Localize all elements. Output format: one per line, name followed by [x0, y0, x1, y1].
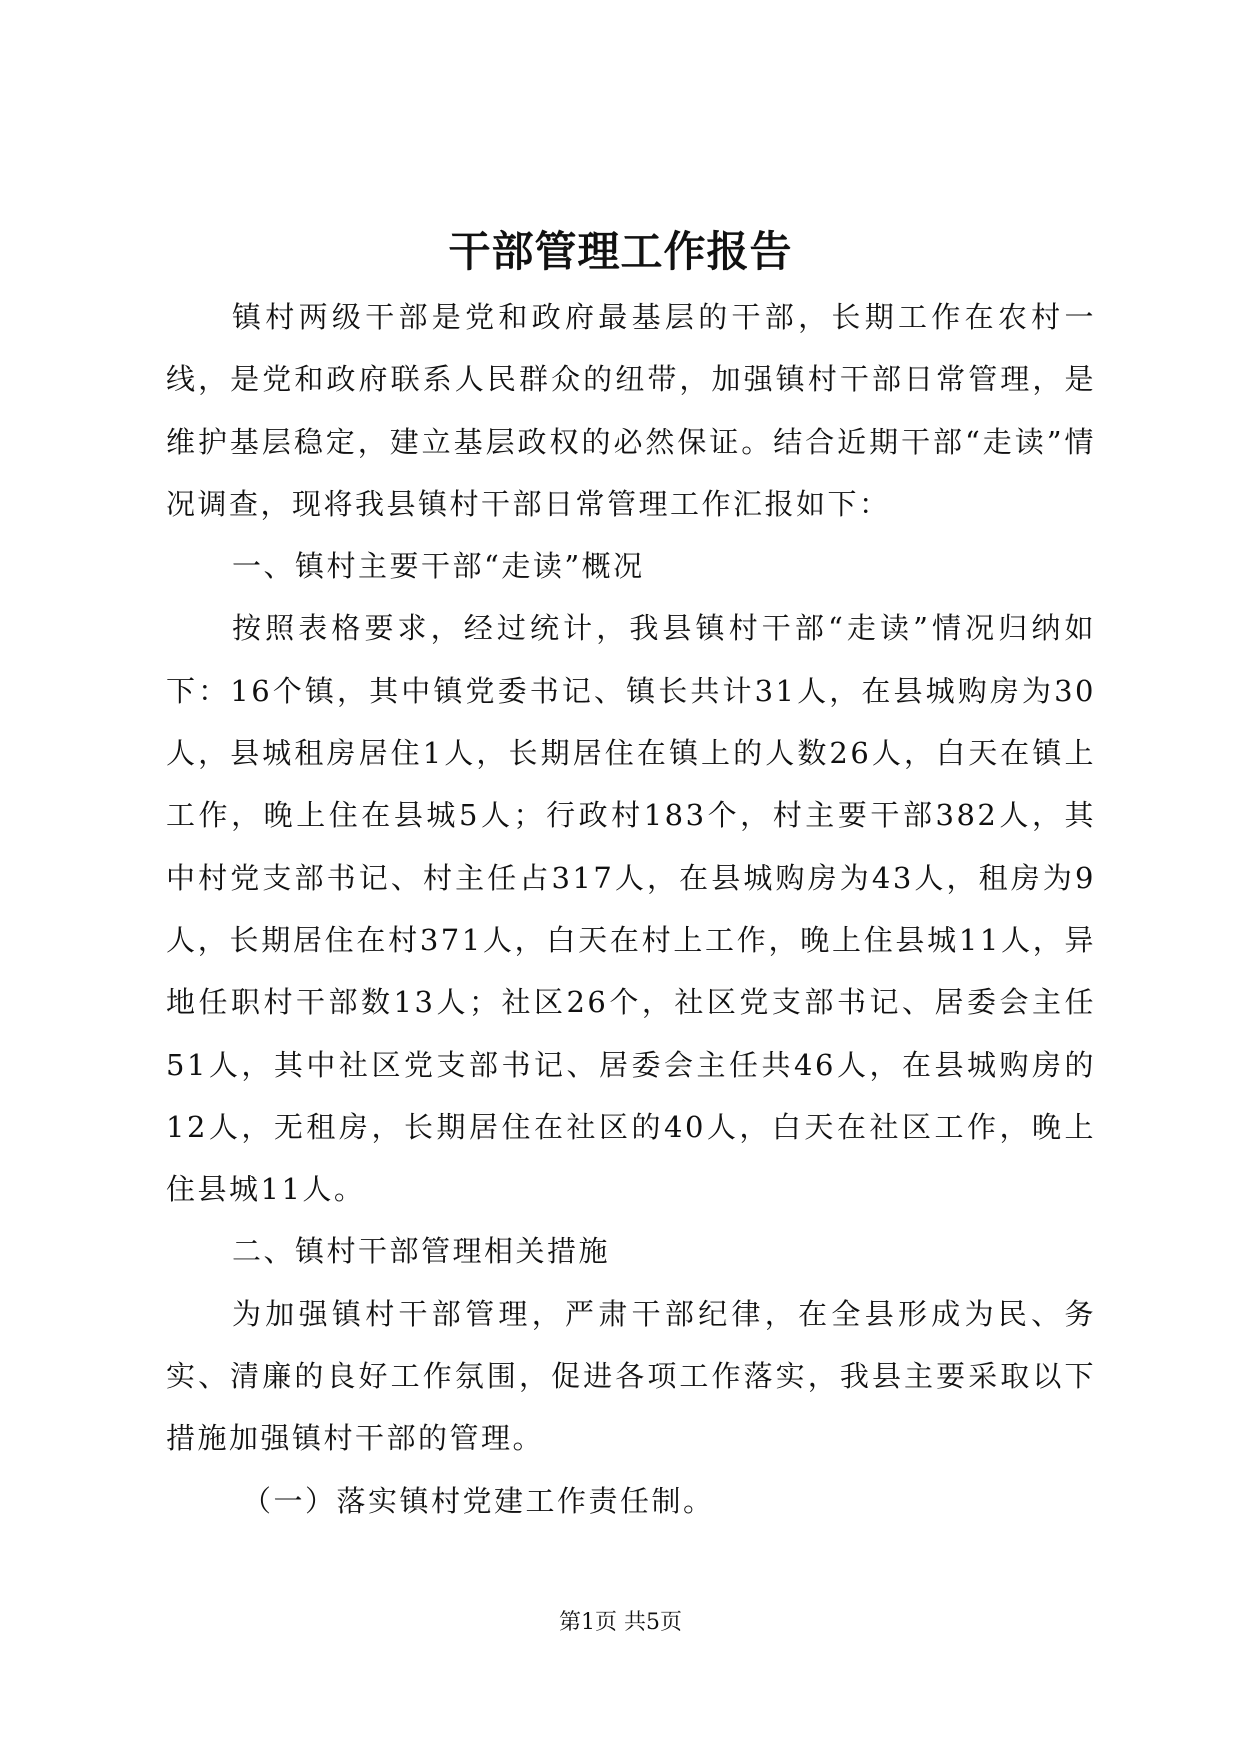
document-title: 干部管理工作报告 — [448, 227, 793, 276]
page-number-footer: 第1页 共5页 — [559, 1610, 682, 1635]
section-heading-2: 二、镇村干部管理相关措施 — [232, 1234, 611, 1269]
statistics-paragraph: 按照表格要求，经过统计，我县镇村干部“走读”情况归纳如下：16个镇，其中镇党委书记、镇长共计31人，在县城购房为30人，县城租房居住1人，长期居住在镇上的人数26人，白天在镇上工作，晚上住在县城5人；行政村183个，村主要干部382人，其中村党支部书记、村主任占317人，在县城购房为43人，租房为9人，长期居住在村371人，白天在村上工作，晚上住县城11人，异地任职村干部数13人；社区26个，社区党支部书记、居委会主任51人，其中社区党支部书记、居委会主任共46人，在县城购房的12人，无租房，长期居住在社区的40人，白天在社区工作，晚上住县城11人。 — [166, 611, 1096, 1207]
section-heading-1: 一、镇村主要干部“走读”概况 — [232, 549, 645, 584]
measures-paragraph: 为加强镇村干部管理，严肃干部纪律，在全县形成为民、务实、清廉的良好工作氛围，促进各项工作落实，我县主要采取以下措施加强镇村干部的管理。 — [166, 1296, 1096, 1456]
intro-paragraph: 镇村两级干部是党和政府最基层的干部，长期工作在农村一线，是党和政府联系人民群众的纽带，加强镇村干部日常管理，是维护基层稳定，建立基层政权的必然保证。结合近期干部“走读”情况调查，现将我县镇村干部日常管理工作汇报如下： — [166, 300, 1096, 521]
document-body — [166, 286, 1096, 1532]
subsection-heading-1: （一）落实镇村党建工作责任制。 — [242, 1483, 715, 1518]
